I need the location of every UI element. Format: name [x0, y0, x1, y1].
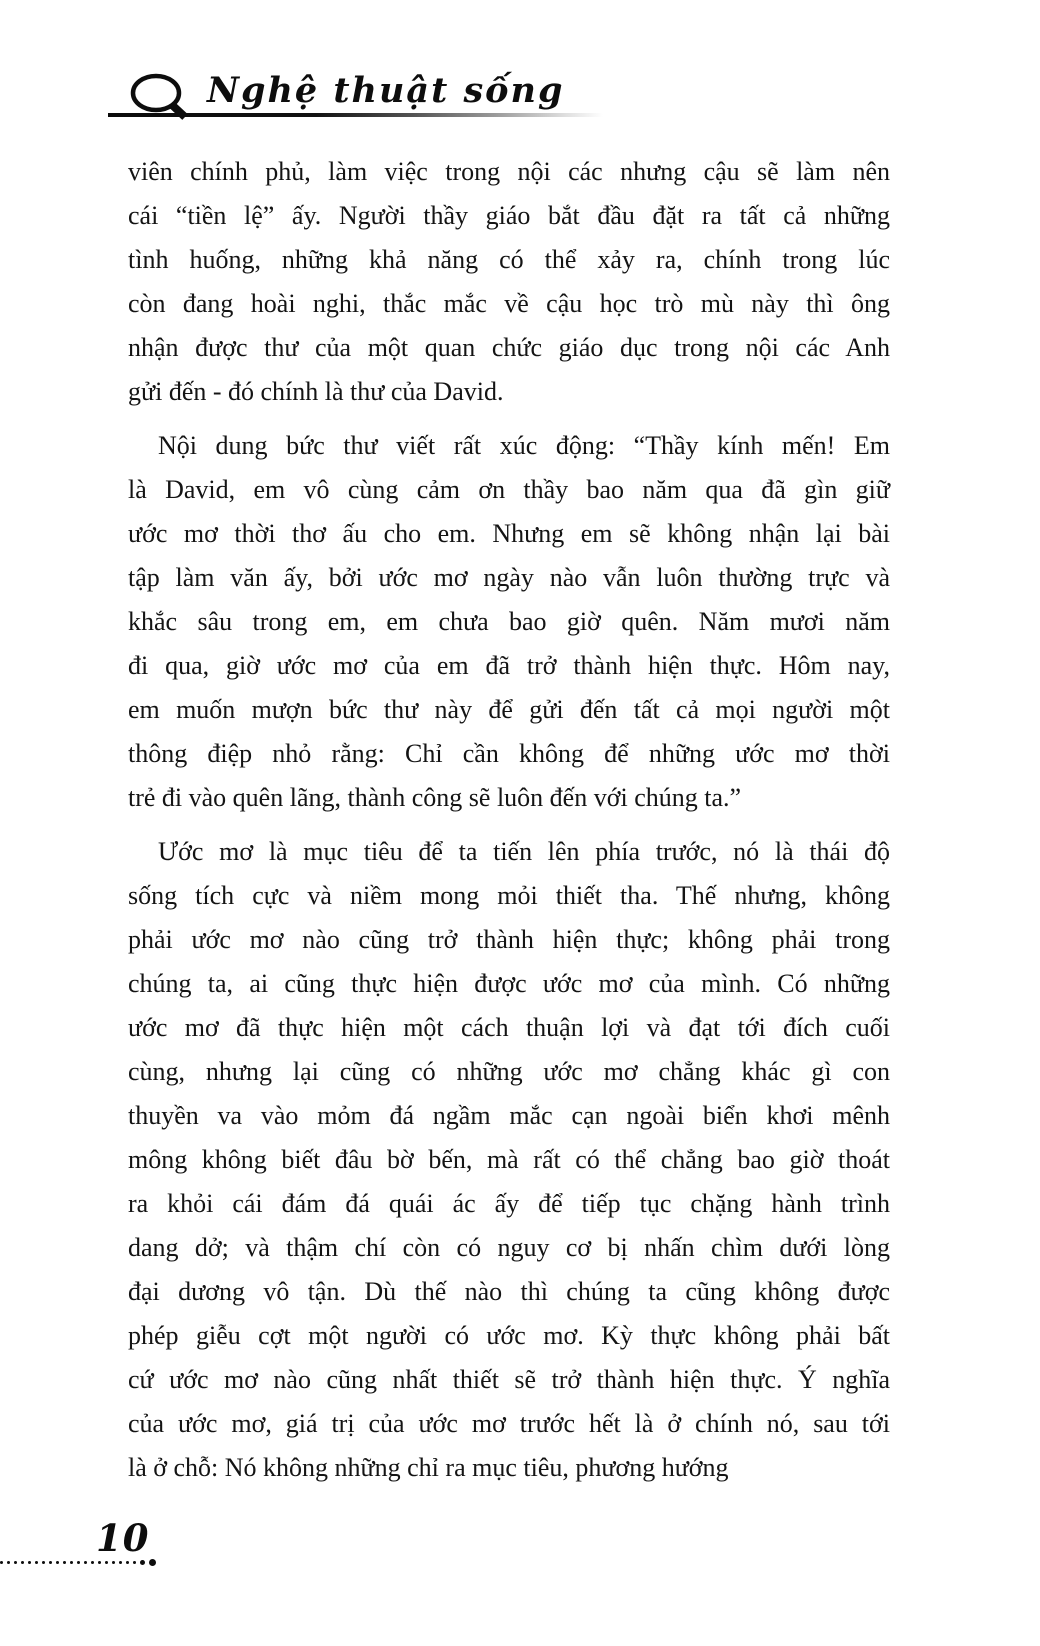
- footer-dot: [112, 1561, 115, 1564]
- text-line: dang dở; và thậm chí còn có nguy cơ bị nhấn chìm dưới lòng: [128, 1233, 890, 1262]
- text-line: tình huống, những khả năng có thể xảy ra, chính trong lúc: [128, 245, 890, 274]
- text-line: phép giễu cợt một người có ước mơ. Kỳ thực không phải bất: [128, 1321, 890, 1350]
- footer-dot: [126, 1561, 129, 1564]
- footer-dot: [35, 1561, 38, 1564]
- text-line: của ước mơ, giá trị của ước mơ trước hết là ở chính nó, sau tới: [128, 1409, 890, 1438]
- text-line: ước mơ đã thực hiện một cách thuận lợi và đạt tới đích cuối: [128, 1013, 890, 1042]
- paragraph: [128, 150, 890, 414]
- footer-dot: [77, 1561, 80, 1564]
- footer-dot: [42, 1561, 45, 1564]
- footer-dotted-line: [0, 1556, 160, 1568]
- text-line: là ở chỗ: Nó không những chỉ ra mục tiêu, phương hướng: [128, 1453, 729, 1482]
- footer-dot: [28, 1561, 31, 1564]
- page-number: 10: [96, 1516, 150, 1560]
- footer-dot: [105, 1561, 108, 1564]
- text-line: trẻ đi vào quên lãng, thành công sẽ luôn đến với chúng ta.”: [128, 783, 742, 812]
- footer-dot: [7, 1561, 10, 1564]
- text-line: cái “tiền lệ” ấy. Người thầy giáo bắt đầu đặt ra tất cả những: [128, 201, 890, 230]
- text-line: là David, em vô cùng cảm ơn thầy bao năm qua đã gìn giữ: [128, 475, 890, 504]
- paragraph: [128, 830, 890, 1490]
- text-line: ước mơ thời thơ ấu cho em. Nhưng em sẽ không nhận lại bài: [128, 519, 890, 548]
- text-line: đại dương vô tận. Dù thế nào thì chúng ta cũng không được: [128, 1277, 890, 1306]
- text-line: gửi đến - đó chính là thư của David.: [128, 377, 504, 406]
- text-line: đi qua, giờ ước mơ của em đã trở thành hiện thực. Hôm nay,: [128, 651, 890, 680]
- text-line: Nội dung bức thư viết rất xúc động: “Thầy kính mến! Em: [158, 431, 890, 460]
- text-line: khắc sâu trong em, em chưa bao giờ quên. Năm mươi năm: [128, 607, 890, 636]
- footer-dot: [0, 1561, 3, 1564]
- footer-dot: [63, 1561, 66, 1564]
- text-line: nhận được thư của một quan chức giáo dục trong nội các Anh: [128, 333, 890, 362]
- footer-dot: [14, 1561, 17, 1564]
- footer-dot: [56, 1561, 59, 1564]
- text-line: ra khỏi cái đám đá quái ác ấy để tiếp tục chặng hành trình: [128, 1189, 890, 1218]
- footer-dot: [84, 1561, 87, 1564]
- header-rule-divider: [108, 113, 603, 117]
- text-line: phải ước mơ nào cũng trở thành hiện thực; không phải trong: [128, 925, 890, 954]
- footer-dot: [49, 1561, 52, 1564]
- text-line: cùng, nhưng lại cũng có những ước mơ chẳng khác gì con: [128, 1057, 890, 1086]
- text-line: thông điệp nhỏ rằng: Chỉ cần không để những ước mơ thời: [128, 739, 890, 768]
- footer-dot: [140, 1560, 145, 1565]
- footer-dot: [133, 1561, 136, 1564]
- text-line: thuyền va vào mỏm đá ngầm mắc cạn ngoài biển khơi mênh: [128, 1101, 890, 1130]
- text-line: tập làm văn ấy, bởi ước mơ ngày nào vẫn luôn thường trực và: [128, 563, 890, 592]
- text-line: em muốn mượn bức thư này để gửi đến tất cả mọi người một: [128, 695, 890, 724]
- text-line: cứ ước mơ nào cũng nhất thiết sẽ trở thành hiện thực. Ý nghĩa: [128, 1365, 890, 1394]
- text-line: sống tích cực và niềm mong mỏi thiết tha. Thế nhưng, không: [128, 881, 890, 910]
- text-line: chúng ta, ai cũng thực hiện được ước mơ của mình. Có những: [128, 969, 890, 998]
- text-line: còn đang hoài nghi, thắc mắc về cậu học trò mù này thì ông: [128, 289, 890, 318]
- text-line: mông không biết đâu bờ bến, mà rất có thể chẳng bao giờ thoát: [128, 1145, 890, 1174]
- footer-dot: [119, 1561, 122, 1564]
- footer-dot: [91, 1561, 94, 1564]
- footer-dot: [98, 1561, 101, 1564]
- page-header: [0, 0, 1040, 130]
- text-line: Ước mơ là mục tiêu để ta tiến lên phía trước, nó là thái độ: [158, 837, 890, 866]
- paragraph: [128, 424, 890, 820]
- text-line: viên chính phủ, làm việc trong nội các nhưng cậu sẽ làm nên: [128, 157, 890, 186]
- body-text: [128, 150, 890, 1490]
- page-title: Nghệ thuật sống: [207, 70, 565, 111]
- footer-dot: [149, 1559, 156, 1566]
- footer-dot: [70, 1561, 73, 1564]
- footer-dot: [21, 1561, 24, 1564]
